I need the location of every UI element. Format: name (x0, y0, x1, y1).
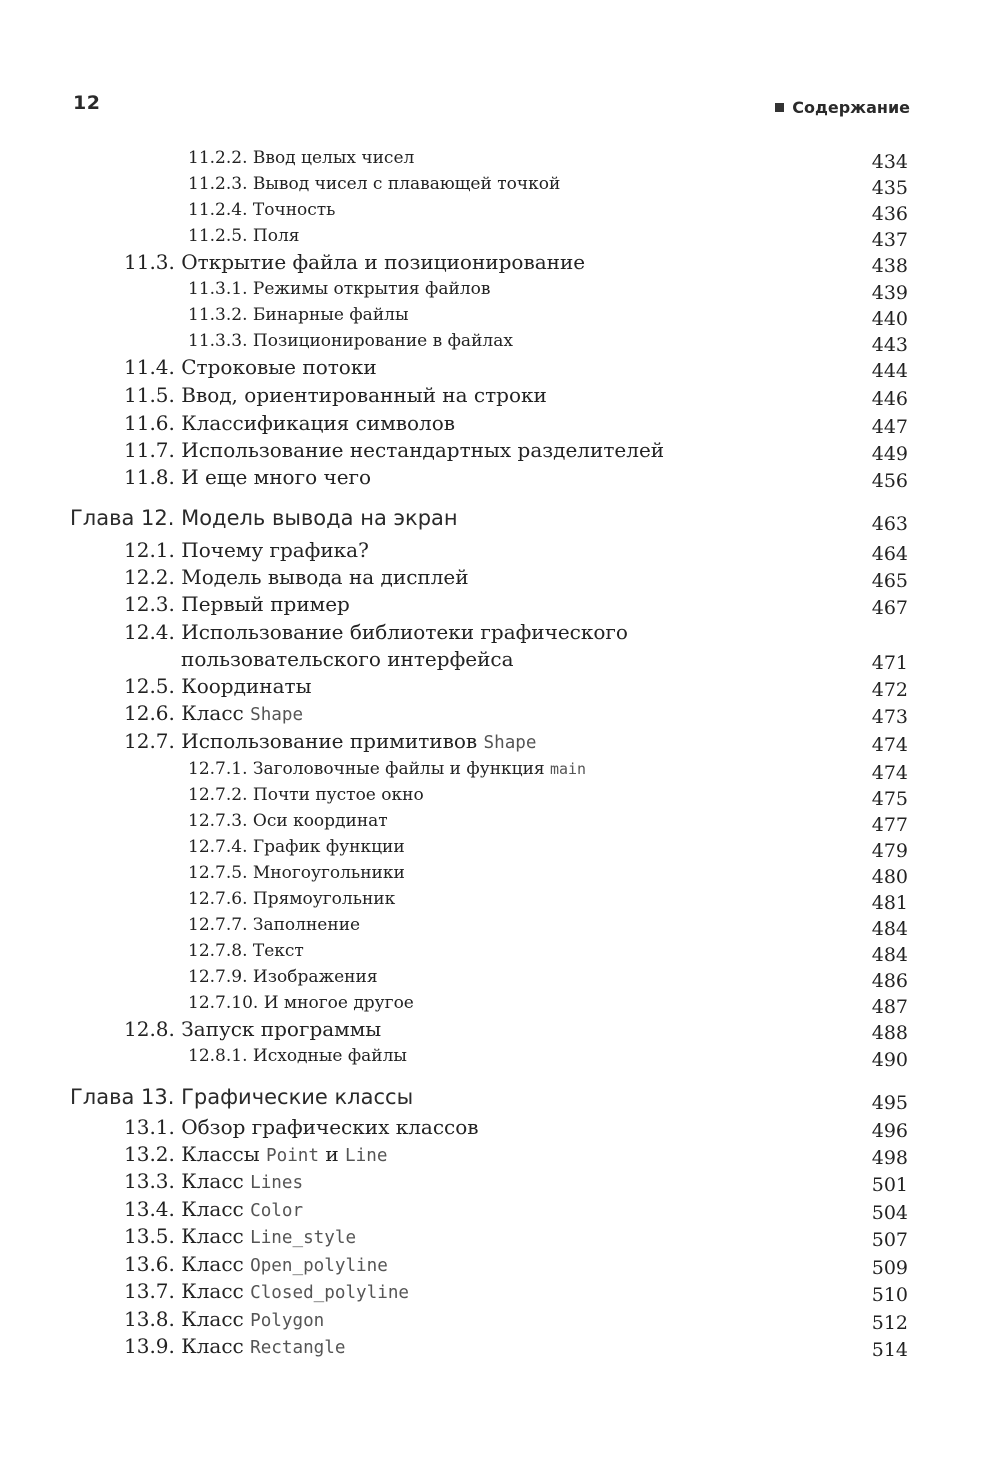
toc-entry (0, 1168, 1000, 1194)
toc-entry-title: 11.7. Использование нестандартных разделителей (124, 438, 665, 462)
toc-entry-title: 13.1. Обзор графических классов (124, 1115, 479, 1139)
toc-entry (0, 591, 1000, 617)
toc-entry (0, 990, 1000, 1016)
code-identifier: Rectangle (250, 1338, 346, 1358)
toc-page-number: 465 (871, 570, 908, 592)
toc-entry (0, 464, 1000, 490)
code-identifier: Line (345, 1146, 388, 1166)
toc-page-number: 486 (871, 970, 908, 992)
toc-page-number: 446 (871, 388, 908, 410)
toc-entry (0, 145, 1000, 171)
toc-page-number: 438 (871, 255, 908, 277)
toc-entry-title: 11.8. И еще много чего (124, 465, 372, 489)
toc-page-number: 456 (871, 470, 908, 492)
toc-entry-title: 12.7.3. Оси координат (188, 811, 388, 831)
toc-entry (0, 756, 1000, 782)
toc-entry-title: 11.3.2. Бинарные файлы (188, 305, 409, 325)
toc-entry-title: 12.7.1. Заголовочные файлы и функция main (188, 759, 587, 779)
toc-page-number: 437 (871, 229, 908, 251)
toc-entry (0, 886, 1000, 912)
toc-page-number: 496 (871, 1120, 908, 1142)
toc-entry-title: 11.2.2. Ввод целых чисел (188, 148, 415, 168)
toc-entry-title: 12.7.2. Почти пустое окно (188, 785, 424, 805)
toc-page-number: 501 (871, 1174, 908, 1196)
toc-entry-title: 13.6. Класс Open_polyline (124, 1252, 388, 1276)
toc-entry (0, 564, 1000, 590)
toc-entry (0, 808, 1000, 834)
toc-entry (0, 223, 1000, 249)
toc-entry (0, 964, 1000, 990)
toc-page-number: 480 (871, 866, 908, 888)
toc-entry (0, 171, 1000, 197)
toc-page-number: 464 (871, 543, 908, 565)
toc-page-number: 487 (871, 996, 908, 1018)
toc-entry (0, 437, 1000, 463)
toc-entry (0, 1016, 1000, 1042)
toc-entry (0, 1141, 1000, 1167)
toc-page-number: 474 (871, 762, 908, 784)
toc-page-number: 490 (871, 1049, 908, 1071)
code-identifier: Closed_polyline (250, 1283, 410, 1303)
toc-entry-title: 13.8. Класс Polygon (124, 1307, 325, 1331)
toc-page-number: 475 (871, 788, 908, 810)
toc-entry-title: 11.2.4. Точность (188, 200, 336, 220)
toc-entry-title: 12.7.4. График функции (188, 837, 405, 857)
toc-entry-title: 13.4. Класс Color (124, 1197, 304, 1221)
toc-page-number: 507 (871, 1229, 908, 1251)
toc-entry (0, 860, 1000, 886)
toc-page-number: 495 (871, 1092, 908, 1114)
toc-entry (0, 382, 1000, 408)
code-identifier: Line_style (250, 1228, 357, 1248)
toc-page-number: 510 (871, 1284, 908, 1306)
toc-entry-title: 12.8.1. Исходные файлы (188, 1046, 407, 1066)
toc-entry-title: 12.7.5. Многоугольники (188, 863, 405, 883)
toc-entry (0, 1196, 1000, 1222)
toc-entry (0, 646, 1000, 672)
toc-page-number: 434 (871, 151, 908, 173)
toc-entry (0, 328, 1000, 354)
toc-entry (0, 782, 1000, 808)
toc-entry-title: 13.5. Класс Line_style (124, 1224, 357, 1248)
toc-entry (0, 728, 1000, 754)
toc-page-number: 439 (871, 282, 908, 304)
toc-page-number: 435 (871, 177, 908, 199)
code-identifier: Open_polyline (250, 1256, 388, 1276)
toc-entry (0, 1043, 1000, 1069)
toc-entry-title: 13.3. Класс Lines (124, 1169, 304, 1193)
toc-entry (0, 302, 1000, 328)
toc-page-number: 488 (871, 1022, 908, 1044)
toc-entry (0, 537, 1000, 563)
toc-entry-title: 12.1. Почему графика? (124, 538, 369, 562)
toc-entry (0, 197, 1000, 223)
page-number: 12 (73, 92, 101, 114)
toc-page-number: 479 (871, 840, 908, 862)
toc-page-number: 473 (871, 706, 908, 728)
toc-page-number: 436 (871, 203, 908, 225)
toc-page-number: 484 (871, 944, 908, 966)
toc-page-number: 509 (871, 1257, 908, 1279)
toc-entry-title: 12.6. Класс Shape (124, 701, 304, 725)
square-icon (775, 103, 784, 112)
toc-entry-title: 11.2.5. Поля (188, 226, 300, 246)
toc-page-number: 481 (871, 892, 908, 914)
toc-entry-title: 12.8. Запуск программы (124, 1017, 382, 1041)
toc-entry-title: пользовательского интерфейса (181, 647, 514, 671)
toc-entry-title: 12.7.7. Заполнение (188, 915, 361, 935)
toc-entry (0, 700, 1000, 726)
toc-entry (0, 1251, 1000, 1277)
toc-entry-title: Глава 13. Графические классы (70, 1085, 414, 1109)
toc-page-number: 484 (871, 918, 908, 940)
toc-entry-title: 11.3.3. Позиционирование в файлах (188, 331, 513, 351)
code-identifier: Shape (250, 705, 304, 725)
toc-entry (0, 619, 1000, 645)
toc-entry-title: 12.5. Координаты (124, 674, 312, 698)
toc-page-number: 471 (871, 652, 908, 674)
running-title: Содержание (792, 98, 910, 117)
toc-entry (0, 1223, 1000, 1249)
toc-entry (0, 912, 1000, 938)
toc-entry-title: 12.3. Первый пример (124, 592, 350, 616)
toc-page-number: 512 (871, 1312, 908, 1334)
toc-entry-title: 12.2. Модель вывода на дисплей (124, 565, 469, 589)
toc-page-number: 443 (871, 334, 908, 356)
code-identifier: Lines (250, 1173, 304, 1193)
toc-entry-title: 11.2.3. Вывод чисел с плавающей точкой (188, 174, 561, 194)
code-identifier: Point (266, 1146, 319, 1166)
toc-entry-title: 12.7.10. И многое другое (188, 993, 414, 1013)
toc-page-number: 440 (871, 308, 908, 330)
toc-page-number: 472 (871, 679, 908, 701)
toc-page-number: 447 (871, 416, 908, 438)
toc-page-number: 444 (871, 360, 908, 382)
toc-page-number: 467 (871, 597, 908, 619)
toc-entry-title: 11.6. Классификация символов (124, 411, 456, 435)
toc-entry-title: 12.7.6. Прямоугольник (188, 889, 396, 909)
toc-page-number: 474 (871, 734, 908, 756)
toc-entry-title: 11.3. Открытие файла и позиционирование (124, 250, 586, 274)
toc-entry (0, 1333, 1000, 1359)
toc-entry-title: 13.7. Класс Closed_polyline (124, 1279, 410, 1303)
code-identifier: Polygon (250, 1311, 325, 1331)
toc-page-number: 463 (871, 513, 908, 535)
code-identifier: main (550, 760, 587, 778)
running-head (775, 98, 910, 117)
toc-page-number: 477 (871, 814, 908, 836)
toc-entry-title: 12.7.9. Изображения (188, 967, 378, 987)
toc-page-number: 504 (871, 1202, 908, 1224)
toc-chapter (0, 505, 1000, 535)
toc-page-number: 449 (871, 443, 908, 465)
toc-entry-title: 12.7. Использование примитивов Shape (124, 729, 537, 753)
toc-entry-title: 12.4. Использование библиотеки графического (124, 620, 628, 644)
toc-entry-title: 13.9. Класс Rectangle (124, 1334, 346, 1358)
toc-entry-title: 11.4. Строковые потоки (124, 355, 377, 379)
toc-entry (0, 354, 1000, 380)
toc-entry (0, 1306, 1000, 1332)
toc-entry (0, 1278, 1000, 1304)
toc-entry-title: 13.2. Классы Point и Line (124, 1142, 388, 1166)
toc-entry-title: 12.7.8. Текст (188, 941, 304, 961)
toc-entry-title: 11.5. Ввод, ориентированный на строки (124, 383, 547, 407)
code-identifier: Color (250, 1201, 304, 1221)
toc-entry (0, 834, 1000, 860)
toc-entry (0, 1114, 1000, 1140)
toc-page-number: 514 (871, 1339, 908, 1361)
toc-entry (0, 249, 1000, 275)
toc-entry-title: 11.3.1. Режимы открытия файлов (188, 279, 491, 299)
toc-entry-title: Глава 12. Модель вывода на экран (70, 506, 458, 530)
toc-entry (0, 276, 1000, 302)
toc-chapter (0, 1084, 1000, 1114)
toc-entry (0, 938, 1000, 964)
code-identifier: Shape (483, 733, 537, 753)
toc-page-number: 498 (871, 1147, 908, 1169)
toc-entry (0, 410, 1000, 436)
toc-entry (0, 673, 1000, 699)
